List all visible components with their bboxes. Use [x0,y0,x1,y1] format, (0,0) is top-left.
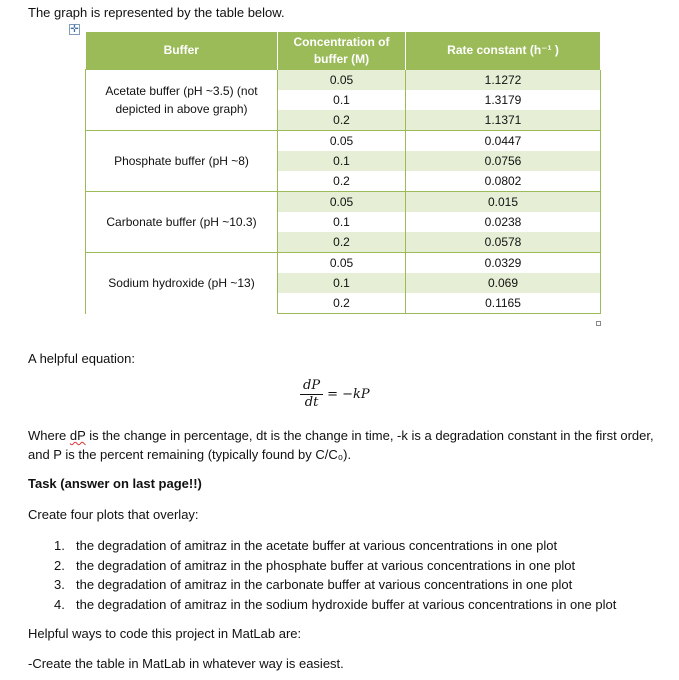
header-rate-constant: Rate constant (h⁻¹ ) [406,32,601,70]
equation-rhs: = −kP [327,387,370,402]
intro-text: The graph is represented by the table below. [28,5,285,20]
table-row [86,70,601,91]
task-text: the degradation of amitraz in the sodium hydroxide buffer at various concentrations in one plot [76,596,617,612]
rate-constant-cell: 0.0447 [406,131,601,152]
concentration-cell: 0.05 [278,70,406,91]
concentration-cell: 0.1 [278,212,406,232]
concentration-cell: 0.2 [278,110,406,131]
rate-constant-cell: 0.0238 [406,212,601,232]
task-text: the degradation of amitraz in the phosphate buffer at various concentrations in one plot [76,557,576,573]
rate-constant-cell: 0.069 [406,273,601,293]
concentration-cell: 0.1 [278,90,406,110]
table-row [86,192,601,213]
explanation-post: is the change in percentage, dt is the change in time, -k is a degradation constant in the first order, and P is the percent remaining (typically found by C/C₀). [28,428,654,462]
task-heading: Task (answer on last page!!) [28,476,202,491]
equation-fraction [300,378,323,411]
concentration-cell: 0.2 [278,293,406,314]
table-header-row [86,32,601,70]
rate-constant-cell: 1.1371 [406,110,601,131]
task-text: the degradation of amitraz in the acetate buffer at various concentrations in one plot [76,538,558,553]
rate-constant-cell: 0.1165 [406,293,601,314]
rate-constant-cell: 0.0329 [406,253,601,274]
list-item: 4. the degradation of amitraz in the sodium hydroxide buffer at various concentrations in one plot [54,596,617,612]
buffer-table [85,32,601,314]
task-list [54,536,616,614]
concentration-cell: 0.05 [278,131,406,152]
list-item: 2. the degradation of amitraz in the phosphate buffer at various concentrations in one plot [54,557,576,573]
rate-constant-cell: 0.0756 [406,151,601,171]
buffer-name-cell: Sodium hydroxide (pH ~13) [86,253,278,314]
concentration-cell: 0.2 [278,171,406,192]
list-item: 1. the degradation of amitraz in the acetate buffer at various concentrations in one plot [54,538,558,553]
table-row [86,253,601,274]
table-row [86,131,601,152]
buffer-name-cell: Acetate buffer (pH ~3.5) (not depicted in above graph) [86,70,278,131]
rate-constant-cell: 0.0578 [406,232,601,253]
buffer-name-cell: Carbonate buffer (pH ~10.3) [86,192,278,253]
concentration-cell: 0.05 [278,192,406,213]
rate-constant-cell: 0.015 [406,192,601,213]
header-buffer: Buffer [86,32,278,70]
matlab-tip-item: -Create the table in MatLab in whatever way is easiest. [28,656,344,671]
helpful-equation-label: A helpful equation: [28,351,135,366]
equation-explanation [28,426,658,464]
explanation-pre: Where [28,428,70,443]
equation-numerator: dP [300,378,323,395]
concentration-cell: 0.1 [278,151,406,171]
table-move-handle-icon[interactable]: ✛ [70,24,79,35]
rate-equation [300,378,370,411]
concentration-cell: 0.1 [278,273,406,293]
header-concentration: Concentration of buffer (M) [278,32,406,70]
equation-denominator: dt [304,395,319,410]
buffer-name-cell: Phosphate buffer (pH ~8) [86,131,278,192]
matlab-tips-heading: Helpful ways to code this project in MatLab are: [28,626,302,641]
task-intro: Create four plots that overlay: [28,507,199,522]
explanation-dp-term: dP [69,428,86,443]
rate-constant-cell: 1.1272 [406,70,601,91]
concentration-cell: 0.2 [278,232,406,253]
rate-constant-cell: 0.0802 [406,171,601,192]
rate-constant-cell: 1.3179 [406,90,601,110]
concentration-cell: 0.05 [278,253,406,274]
table-resize-handle-icon[interactable] [596,321,601,326]
task-text: the degradation of amitraz in the carbonate buffer at various concentrations in one plot [76,577,573,592]
list-item: 3. the degradation of amitraz in the carbonate buffer at various concentrations in one plot [54,577,573,592]
